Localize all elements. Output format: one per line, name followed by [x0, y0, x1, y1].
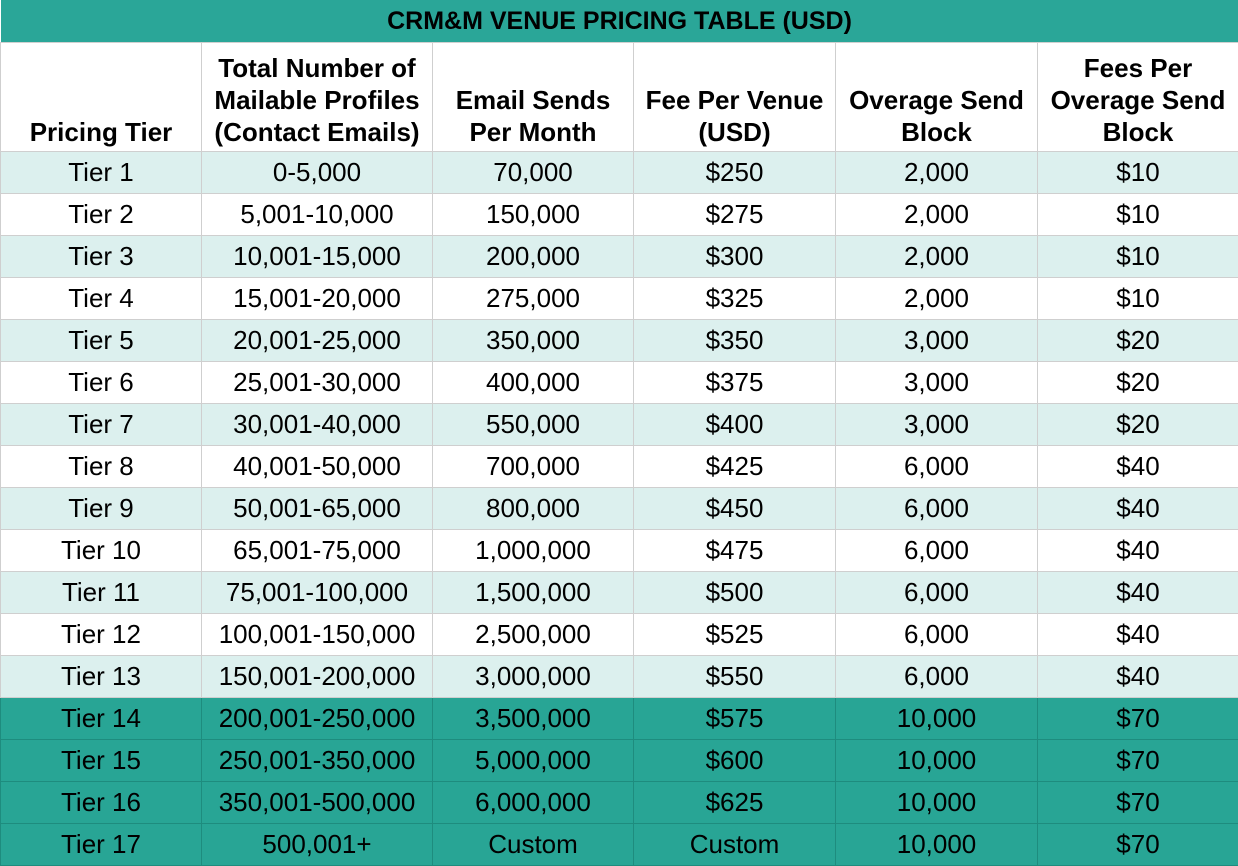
- header-line: Pricing Tier: [30, 117, 173, 147]
- cell-overage-fee: $10: [1038, 152, 1238, 194]
- cell-overage-fee: $70: [1038, 782, 1238, 824]
- cell-overage-block: 6,000: [836, 572, 1038, 614]
- table-row: [1, 404, 1238, 446]
- cell-fee-per-venue: $525: [634, 614, 836, 656]
- cell-profiles: 100,001-150,000: [202, 614, 433, 656]
- cell-fee-per-venue: $575: [634, 698, 836, 740]
- cell-fee-per-venue: $600: [634, 740, 836, 782]
- cell-fee-per-venue: $475: [634, 530, 836, 572]
- cell-fee-per-venue: $500: [634, 572, 836, 614]
- cell-email-sends: 3,500,000: [433, 698, 634, 740]
- cell-profiles: 500,001+: [202, 824, 433, 866]
- table-row: [1, 320, 1238, 362]
- cell-overage-block: 10,000: [836, 698, 1038, 740]
- cell-email-sends: 2,500,000: [433, 614, 634, 656]
- cell-email-sends: 1,000,000: [433, 530, 634, 572]
- cell-overage-fee: $40: [1038, 488, 1238, 530]
- cell-tier: Tier 14: [1, 698, 202, 740]
- cell-email-sends: 70,000: [433, 152, 634, 194]
- cell-profiles: 10,001-15,000: [202, 236, 433, 278]
- cell-overage-block: 3,000: [836, 320, 1038, 362]
- header-line: Total Number of: [218, 53, 415, 83]
- header-overage-send-block: [836, 43, 1038, 152]
- cell-tier: Tier 8: [1, 446, 202, 488]
- cell-profiles: 40,001-50,000: [202, 446, 433, 488]
- header-line: Email Sends: [456, 85, 611, 115]
- cell-profiles: 30,001-40,000: [202, 404, 433, 446]
- table-row: [1, 698, 1238, 740]
- table-row: [1, 446, 1238, 488]
- cell-overage-block: 2,000: [836, 194, 1038, 236]
- header-line: Mailable Profiles: [214, 85, 419, 115]
- cell-overage-block: 10,000: [836, 740, 1038, 782]
- cell-tier: Tier 9: [1, 488, 202, 530]
- cell-tier: Tier 10: [1, 530, 202, 572]
- cell-overage-fee: $20: [1038, 404, 1238, 446]
- table-title: CRM&M VENUE PRICING TABLE (USD): [1, 0, 1238, 43]
- cell-overage-block: 10,000: [836, 782, 1038, 824]
- cell-profiles: 20,001-25,000: [202, 320, 433, 362]
- header-line: Block: [1103, 117, 1174, 147]
- cell-overage-fee: $70: [1038, 698, 1238, 740]
- cell-tier: Tier 5: [1, 320, 202, 362]
- table-row: [1, 236, 1238, 278]
- cell-overage-fee: $10: [1038, 236, 1238, 278]
- cell-profiles: 150,001-200,000: [202, 656, 433, 698]
- cell-fee-per-venue: Custom: [634, 824, 836, 866]
- header-fee-per-venue: [634, 43, 836, 152]
- table-row: [1, 362, 1238, 404]
- cell-overage-block: 2,000: [836, 278, 1038, 320]
- cell-tier: Tier 3: [1, 236, 202, 278]
- cell-fee-per-venue: $625: [634, 782, 836, 824]
- cell-overage-fee: $40: [1038, 572, 1238, 614]
- cell-email-sends: 275,000: [433, 278, 634, 320]
- cell-overage-fee: $10: [1038, 194, 1238, 236]
- cell-overage-block: 6,000: [836, 656, 1038, 698]
- header-line: Fee Per Venue: [646, 85, 824, 115]
- cell-overage-fee: $10: [1038, 278, 1238, 320]
- header-line: (Contact Emails): [214, 117, 419, 147]
- cell-overage-fee: $40: [1038, 446, 1238, 488]
- cell-profiles: 65,001-75,000: [202, 530, 433, 572]
- cell-tier: Tier 11: [1, 572, 202, 614]
- cell-overage-fee: $40: [1038, 614, 1238, 656]
- cell-profiles: 250,001-350,000: [202, 740, 433, 782]
- cell-tier: Tier 15: [1, 740, 202, 782]
- cell-overage-fee: $40: [1038, 530, 1238, 572]
- table-row: [1, 614, 1238, 656]
- cell-profiles: 15,001-20,000: [202, 278, 433, 320]
- header-line: Block: [901, 117, 972, 147]
- header-mailable-profiles: [202, 43, 433, 152]
- cell-fee-per-venue: $550: [634, 656, 836, 698]
- cell-overage-fee: $20: [1038, 362, 1238, 404]
- cell-profiles: 25,001-30,000: [202, 362, 433, 404]
- table-row: [1, 656, 1238, 698]
- cell-fee-per-venue: $350: [634, 320, 836, 362]
- header-row: [1, 43, 1238, 152]
- cell-tier: Tier 1: [1, 152, 202, 194]
- cell-tier: Tier 7: [1, 404, 202, 446]
- cell-overage-block: 6,000: [836, 446, 1038, 488]
- header-line: Overage Send: [849, 85, 1024, 115]
- cell-overage-block: 6,000: [836, 530, 1038, 572]
- cell-tier: Tier 17: [1, 824, 202, 866]
- cell-overage-block: 2,000: [836, 152, 1038, 194]
- table-row: [1, 278, 1238, 320]
- cell-overage-block: 10,000: [836, 824, 1038, 866]
- table-row: [1, 152, 1238, 194]
- cell-email-sends: Custom: [433, 824, 634, 866]
- cell-fee-per-venue: $250: [634, 152, 836, 194]
- cell-profiles: 75,001-100,000: [202, 572, 433, 614]
- cell-email-sends: 3,000,000: [433, 656, 634, 698]
- cell-email-sends: 200,000: [433, 236, 634, 278]
- cell-fee-per-venue: $300: [634, 236, 836, 278]
- header-pricing-tier: [1, 43, 202, 152]
- cell-fee-per-venue: $400: [634, 404, 836, 446]
- cell-overage-block: 2,000: [836, 236, 1038, 278]
- header-overage-fee: [1038, 43, 1238, 152]
- cell-tier: Tier 4: [1, 278, 202, 320]
- cell-email-sends: 5,000,000: [433, 740, 634, 782]
- cell-overage-fee: $70: [1038, 740, 1238, 782]
- cell-fee-per-venue: $275: [634, 194, 836, 236]
- cell-tier: Tier 6: [1, 362, 202, 404]
- cell-profiles: 350,001-500,000: [202, 782, 433, 824]
- cell-fee-per-venue: $325: [634, 278, 836, 320]
- cell-fee-per-venue: $375: [634, 362, 836, 404]
- cell-email-sends: 6,000,000: [433, 782, 634, 824]
- cell-email-sends: 350,000: [433, 320, 634, 362]
- cell-overage-block: 6,000: [836, 488, 1038, 530]
- header-line: Per Month: [469, 117, 596, 147]
- cell-email-sends: 700,000: [433, 446, 634, 488]
- cell-profiles: 0-5,000: [202, 152, 433, 194]
- table-body: [1, 152, 1238, 866]
- table-row: [1, 824, 1238, 866]
- cell-overage-block: 3,000: [836, 362, 1038, 404]
- cell-profiles: 200,001-250,000: [202, 698, 433, 740]
- cell-tier: Tier 12: [1, 614, 202, 656]
- cell-tier: Tier 2: [1, 194, 202, 236]
- cell-tier: Tier 16: [1, 782, 202, 824]
- cell-email-sends: 1,500,000: [433, 572, 634, 614]
- table-row: [1, 740, 1238, 782]
- cell-profiles: 50,001-65,000: [202, 488, 433, 530]
- cell-overage-block: 3,000: [836, 404, 1038, 446]
- header-line: Fees Per: [1084, 53, 1192, 83]
- cell-tier: Tier 13: [1, 656, 202, 698]
- table-row: [1, 530, 1238, 572]
- title-row: [1, 0, 1238, 43]
- cell-overage-fee: $70: [1038, 824, 1238, 866]
- header-email-sends: [433, 43, 634, 152]
- header-line: (USD): [698, 117, 770, 147]
- cell-profiles: 5,001-10,000: [202, 194, 433, 236]
- table-row: [1, 782, 1238, 824]
- cell-fee-per-venue: $450: [634, 488, 836, 530]
- cell-email-sends: 150,000: [433, 194, 634, 236]
- header-line: Overage Send: [1051, 85, 1226, 115]
- cell-email-sends: 800,000: [433, 488, 634, 530]
- table-row: [1, 194, 1238, 236]
- cell-fee-per-venue: $425: [634, 446, 836, 488]
- cell-overage-fee: $20: [1038, 320, 1238, 362]
- cell-email-sends: 550,000: [433, 404, 634, 446]
- cell-email-sends: 400,000: [433, 362, 634, 404]
- table-row: [1, 572, 1238, 614]
- table-row: [1, 488, 1238, 530]
- cell-overage-block: 6,000: [836, 614, 1038, 656]
- cell-overage-fee: $40: [1038, 656, 1238, 698]
